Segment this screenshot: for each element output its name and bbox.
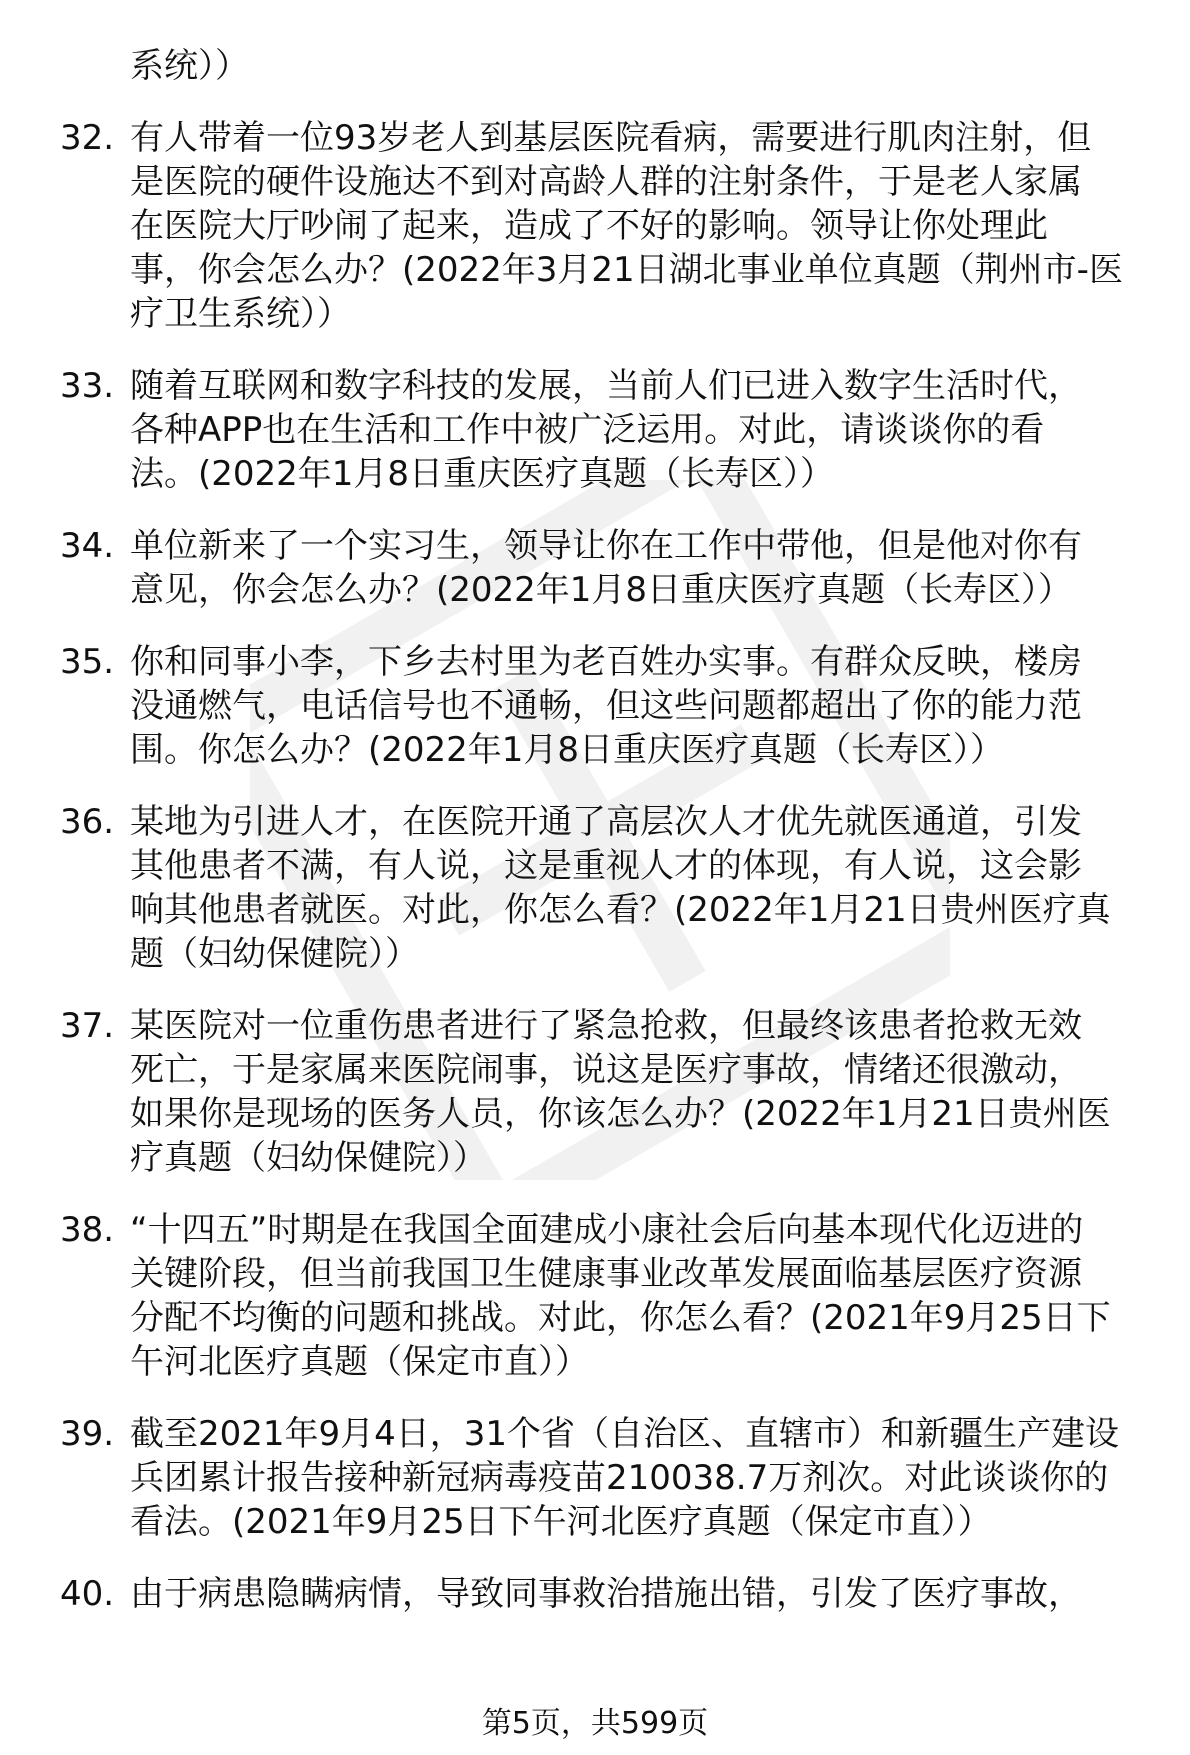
text-line: 由于病患隐瞒病情，导致同事救治措施出错，引发了医疗事故， <box>130 1574 1082 1614</box>
text-line: 围。你怎么办？(2022年1月8日重庆医疗真题（长寿区）） <box>130 730 1005 770</box>
text-line: 意见，你会怎么办？(2022年1月8日重庆医疗真题（长寿区）） <box>130 570 1073 610</box>
question-number: 33. <box>60 366 115 406</box>
text-line: 看法。(2021年9月25日下午河北医疗真题（保定市直）） <box>130 1502 992 1542</box>
question-number: 35. <box>60 642 115 682</box>
text-line: 关键阶段，但当前我国卫生健康事业改革发展面临基层医疗资源 <box>130 1254 1082 1294</box>
text-line: 法。(2022年1月8日重庆医疗真题（长寿区）） <box>130 454 835 494</box>
text-line: 其他患者不满，有人说，这是重视人才的体现，有人说，这会影 <box>130 846 1082 886</box>
text-line: 疗真题（妇幼保健院）） <box>130 1138 487 1178</box>
text-line: 如果你是现场的医务人员，你该怎么办？(2022年1月21日贵州医 <box>130 1094 1111 1134</box>
text-line: 疗卫生系统）） <box>130 294 351 334</box>
text-line: 截至2021年9月4日，31个省（自治区、直辖市）和新疆生产建设 <box>130 1414 1120 1454</box>
text-line: 某地为引进人才，在医院开通了高层次人才优先就医通道，引发 <box>130 802 1082 842</box>
question-number: 36. <box>60 802 115 842</box>
text-line: 随着互联网和数字科技的发展，当前人们已进入数字生活时代， <box>130 366 1082 406</box>
question-number: 34. <box>60 526 115 566</box>
text-line: 分配不均衡的问题和挑战。对此，你怎么看？(2021年9月25日下 <box>130 1298 1111 1338</box>
question-number: 39. <box>60 1414 115 1454</box>
text-line: 是医院的硬件设施达不到对高龄人群的注射条件，于是老人家属 <box>130 162 1082 202</box>
page-footer: 第5页，共599页 <box>481 1706 709 1741</box>
text-line: 死亡，于是家属来医院闹事，说这是医疗事故，情绪还很激动， <box>130 1050 1082 1090</box>
question-number: 38. <box>60 1210 115 1250</box>
text-line: 某医院对一位重伤患者进行了紧急抢救，但最终该患者抢救无效 <box>130 1006 1082 1046</box>
question-number: 40. <box>60 1574 115 1614</box>
text-line: 你和同事小李，下乡去村里为老百姓办实事。有群众反映，楼房 <box>130 642 1082 682</box>
text-line: 题（妇幼保健院）） <box>130 934 419 974</box>
question-number: 37. <box>60 1006 115 1046</box>
text-line: 在医院大厅吵闹了起来，造成了不好的影响。领导让你处理此 <box>130 206 1048 246</box>
text-line: 事，你会怎么办？(2022年3月21日湖北事业单位真题（荆州市-医 <box>130 250 1123 290</box>
question-number: 32. <box>60 118 115 158</box>
text-line: 单位新来了一个实习生，领导让你在工作中带他，但是他对你有 <box>130 526 1082 566</box>
text-line: 有人带着一位93岁老人到基层医院看病，需要进行肌肉注射，但 <box>130 118 1092 158</box>
text-line: 没通燃气，电话信号也不通畅，但这些问题都超出了你的能力范 <box>130 686 1082 726</box>
text-line: “十四五”时期是在我国全面建成小康社会后向基本现代化迈进的 <box>130 1210 1084 1250</box>
text-line: 兵团累计报告接种新冠病毒疫苗210038.7万剂次。对此谈谈你的 <box>130 1458 1109 1498</box>
text-line: 系统）） <box>130 46 249 86</box>
text-line: 响其他患者就医。对此，你怎么看？(2022年1月21日贵州医疗真 <box>130 890 1111 930</box>
text-line: 各种APP也在生活和工作中被广泛运用。对此，请谈谈你的看 <box>130 410 1045 450</box>
text-line: 午河北医疗真题（保定市直）） <box>130 1342 589 1382</box>
